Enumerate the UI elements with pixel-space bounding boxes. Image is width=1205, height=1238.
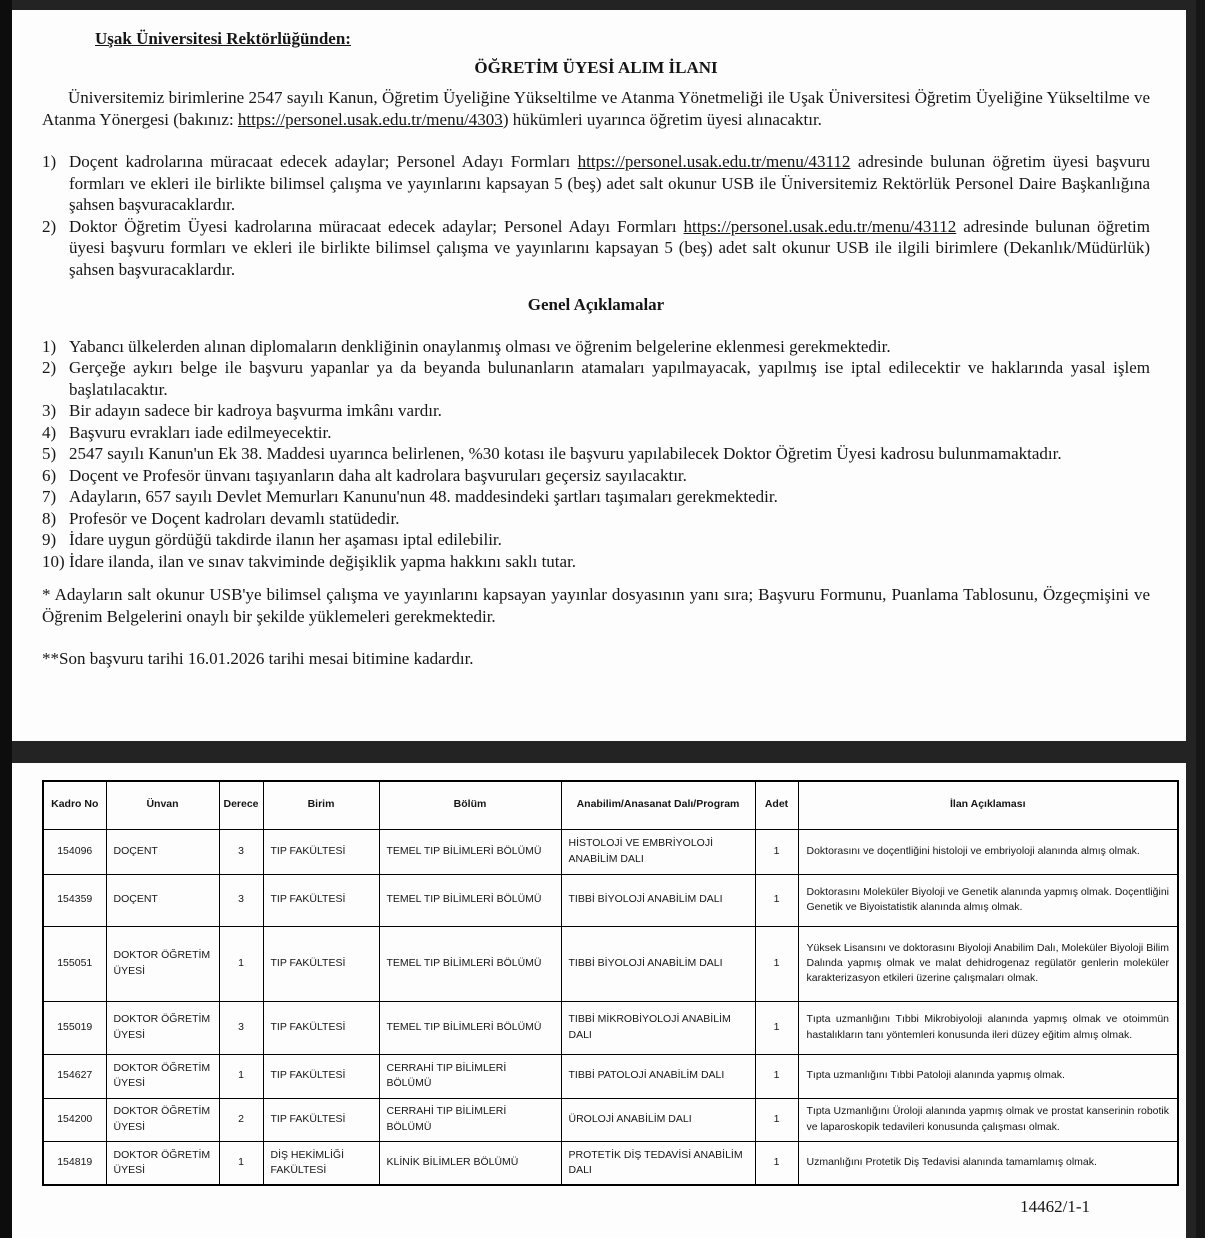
table-cell: DOÇENT [106,874,219,926]
table-row [43,926,1178,1001]
general-list-item [42,486,1150,508]
table-cell: 154359 [43,874,106,926]
table-cell: 1 [219,1141,263,1185]
list-item-number: 9) [42,530,57,549]
table-cell: 1 [755,1001,798,1054]
general-list-item [42,357,1150,400]
table-row [43,1054,1178,1098]
table-cell: 1 [755,829,798,874]
list-item-number: 8) [42,508,57,528]
table-cell: TIBBİ BİYOLOJİ ANABİLİM DALI [561,874,755,926]
announcement-page [12,10,1186,741]
list-item-text: 2547 sayılı Kanun'un Ek 38. Maddesi uyarınca belirlenen, %30 kotası ile başvuru yapılabilecek Doktor Öğretim Üyesi kadrosu bulunmamaktadır. [69,444,1062,463]
column-header: Kadro No [43,781,106,829]
footnote-usb: * Adayların salt okunur USB'ye bilimsel çalışma ve yayınlarını kapsayan yayınlar dosyasının yanı sıra; Başvuru Formunu, Puanlama Tablosunu, Özgeçmişini ve Öğrenim Belgelerini onaylı bir şekilde yüklemeleri gerekmektedir. [42,585,1150,626]
intro-paragraph [42,87,1150,130]
column-header: Anabilim/Anasanat Dalı/Program [561,781,755,829]
table-cell: 1 [755,926,798,1001]
list-item-text: Doçent kadrolarına müracaat edecek adaylar; Personel Adayı Formları [69,152,578,171]
table-cell: TIP FAKÜLTESİ [263,926,379,1001]
table-cell: TIP FAKÜLTESİ [263,874,379,926]
list-item-number: 6) [42,465,57,485]
list-item-text: Bir adayın sadece bir kadroya başvurma imkânı vardır. [69,401,442,420]
announcement-content [12,10,1186,670]
table-row [43,874,1178,926]
table-cell: DOKTOR ÖĞRETİM ÜYESİ [106,1141,219,1185]
table-cell: 1 [755,874,798,926]
table-header-row [43,781,1178,829]
table-cell: CERRAHİ TIP BİLİMLERİ BÖLÜMÜ [379,1054,561,1098]
list-item-text: Doktor Öğretim Üyesi kadrolarına müracaat edecek adaylar; Personel Adayı Formları [69,216,684,236]
table-cell: Doktorasını ve doçentliğini histoloji ve embriyoloji alanında almış olmak. [798,829,1178,874]
canvas-left-edge [0,0,12,1238]
application-list-item [42,151,1150,216]
table-cell: HİSTOLOJİ VE EMBRİYOLOJİ ANABİLİM DALI [561,829,755,874]
list-item-text: Gerçeğe aykırı belge ile başvuru yapanlar ya da beyanda bulunanların atamaları yapılmayacak, yapılmış ise iptal edilecektir ve haklarında yasal işlem başlatılacaktır. [69,358,1150,399]
table-cell: DOKTOR ÖĞRETİM ÜYESİ [106,926,219,1001]
table-cell: ÜROLOJİ ANABİLİM DALI [561,1098,755,1141]
footnote-deadline: **Son başvuru tarihi 16.01.2026 tarihi mesai bitimine kadardır. [42,649,474,668]
table-cell: Yüksek Lisansını ve doktorasını Biyoloji Anabilim Dalı, Moleküler Biyoloji Bilim Dalında yapmış olmak ve malat dehidrogenaz regülatör genlerin moleküler karakterizasyon etkileri üzerine çalışmaları olmak. [798,926,1178,1001]
table-cell: KLİNİK BİLİMLER BÖLÜMÜ [379,1141,561,1185]
general-list-item [42,443,1150,465]
table-cell: PROTETİK DİŞ TEDAVİSİ ANABİLİM DALI [561,1141,755,1185]
table-row [43,829,1178,874]
table-cell: 1 [219,926,263,1001]
general-notes-heading: Genel Açıklamalar [527,295,665,314]
application-list-item [42,216,1150,281]
table-cell: 154627 [43,1054,106,1098]
table-row [43,1001,1178,1054]
general-list-item [42,529,1150,551]
intro-text-after: ) hükümleri uyarınca öğretim üyesi alınacaktır. [502,109,822,129]
list-item-text: Başvuru evrakları iade edilmeyecektir. [69,422,332,442]
table-cell: TEMEL TIP BİLİMLERİ BÖLÜMÜ [379,829,561,874]
list-item-number: 3) [42,401,57,420]
positions-table-page [12,763,1186,1238]
table-cell: Tıpta uzmanlığını Tıbbi Patoloji alanında yapmış olmak. [798,1054,1178,1098]
table-cell: DOKTOR ÖĞRETİM ÜYESİ [106,1001,219,1054]
table-cell: DOKTOR ÖĞRETİM ÜYESİ [106,1054,219,1098]
list-item-text: İdare uygun gördüğü takdirde ilanın her aşaması iptal edilebilir. [69,530,502,549]
general-list-item [42,422,1150,444]
column-header: Derece [219,781,263,829]
table-cell: CERRAHİ TIP BİLİMLERİ BÖLÜMÜ [379,1098,561,1141]
table-cell: TIBBİ MİKROBİYOLOJİ ANABİLİM DALI [561,1001,755,1054]
table-cell: 1 [755,1098,798,1141]
table-cell: 1 [755,1054,798,1098]
table-cell: TIP FAKÜLTESİ [263,1001,379,1054]
table-row [43,1098,1178,1141]
table-cell: DİŞ HEKİMLİĞİ FAKÜLTESİ [263,1141,379,1185]
table-cell: Uzmanlığını Protetik Diş Tedavisi alanında tamamlamış olmak. [798,1141,1178,1185]
list-item-number: 2) [42,358,57,377]
list-item-number: 5) [42,444,57,463]
general-list-item [42,400,1150,422]
column-header: Adet [755,781,798,829]
list-item-number: 1) [42,336,57,356]
personel-menu-43112-link[interactable]: https://personel.usak.edu.tr/menu/43112 [577,152,851,171]
table-cell: 1 [219,1054,263,1098]
page-title: ÖĞRETİM ÜYESİ ALIM İLANI [474,57,718,77]
table-row [43,1141,1178,1185]
column-header: Ünvan [106,781,219,829]
list-item-text: adresinde bulunan öğretim üyesi başvuru formları ve ekleri ile birlikte bilimsel çalışma ve yayınlarını kapsayan 5 (beş) adet salt okunur USB ile Üniversitemiz Rektörlük Personel Daire Başkanlığına şahsen başvuracaklardır. [69,152,1150,214]
table-cell: 3 [219,874,263,926]
list-item-text: Adayların, 657 sayılı Devlet Memurları Kanunu'nun 48. maddesindeki şartları taşımaları gerekmektedir. [69,487,778,506]
general-list-item [42,465,1150,487]
personel-menu-43112-link[interactable]: https://personel.usak.edu.tr/menu/43112 [683,216,957,236]
column-header: Birim [263,781,379,829]
list-item-text: Yabancı ülkelerden alınan diplomaların denkliğinin onaylanmış olması ve öğrenim belgelerine eklenmesi gerekmektedir. [69,336,891,356]
list-item-text: adresinde bulunan öğretim üyesi başvuru formları ve ekleri ile birlikte bilimsel çalışma ve yayınlarını kapsayan 5 (beş) adet salt okunur USB ile ilgili birimlere (Dekanlık/Müdürlük) şahsen başvuracaklardır. [69,216,1150,279]
list-item-number: 10) [42,551,65,571]
table-cell: 154096 [43,829,106,874]
document-heading: Uşak Üniversitesi Rektörlüğünden: [95,29,351,48]
table-cell: 2 [219,1098,263,1141]
general-list-item [42,508,1150,530]
table-cell: 154200 [43,1098,106,1141]
general-list-item [42,336,1150,358]
positions-table [42,780,1179,1186]
table-cell: 3 [219,829,263,874]
general-list-item [42,551,1150,573]
canvas-right-edge [1196,0,1205,1238]
table-cell: 1 [755,1141,798,1185]
list-item-text: İdare ilanda, ilan ve sınav takviminde değişiklik yapma hakkını saklı tutar. [69,551,577,571]
table-cell: TIP FAKÜLTESİ [263,1098,379,1141]
list-item-text: Profesör ve Doçent kadroları devamlı statüdedir. [69,508,400,528]
table-cell: TEMEL TIP BİLİMLERİ BÖLÜMÜ [379,926,561,1001]
table-cell: TIBBİ BİYOLOJİ ANABİLİM DALI [561,926,755,1001]
table-cell: TEMEL TIP BİLİMLERİ BÖLÜMÜ [379,1001,561,1054]
table-cell: DOKTOR ÖĞRETİM ÜYESİ [106,1098,219,1141]
list-item-text: Doçent ve Profesör ünvanı taşıyanların daha alt kadrolara başvuruları geçersiz sayılacaktır. [69,465,687,485]
personel-menu-4303-link[interactable]: https://personel.usak.edu.tr/menu/4303 [237,109,503,129]
announcement-ref-number: 14462/1-1 [1020,1197,1090,1216]
table-cell: Tıpta Uzmanlığını Üroloji alanında yapmış olmak ve prostat kanserinin robotik ve laparoskopik tedavileri konusunda çalışması olmak. [798,1098,1178,1141]
table-cell: DOÇENT [106,829,219,874]
table-cell: TIP FAKÜLTESİ [263,1054,379,1098]
list-item-number: 1) [42,152,57,171]
table-cell: TIBBİ PATOLOJİ ANABİLİM DALI [561,1054,755,1098]
general-notes-list [42,336,1150,573]
list-item-number: 2) [42,216,57,236]
table-cell: 154819 [43,1141,106,1185]
column-header: Bölüm [379,781,561,829]
table-cell: TEMEL TIP BİLİMLERİ BÖLÜMÜ [379,874,561,926]
table-cell: TIP FAKÜLTESİ [263,829,379,874]
application-list [42,151,1150,280]
table-cell: Doktorasını Moleküler Biyoloji ve Genetik alanında yapmış olmak. Doçentliğini Genetik ve Biyoistatistik alanında almış olmak. [798,874,1178,926]
list-item-number: 7) [42,487,57,506]
list-item-number: 4) [42,422,57,442]
table-cell: Tıpta uzmanlığını Tıbbi Mikrobiyoloji alanında yapmış olmak ve otoimmün hastalıkların tanı yöntemleri konusunda ileri düzey eğitim almış olmak. [798,1001,1178,1054]
intro-text-before: Üniversitemiz birimlerine 2547 sayılı Kanun, Öğretim Üyeliğine Yükseltilme ve Atanma Yönetmeliği ile Uşak Üniversitesi Öğretim Üyeliğine Yükseltilme ve Atanma Yönergesi (bakınız: [42,88,1150,129]
table-cell: 3 [219,1001,263,1054]
column-header: İlan Açıklaması [798,781,1178,829]
table-cell: 155019 [43,1001,106,1054]
table-cell: 155051 [43,926,106,1001]
